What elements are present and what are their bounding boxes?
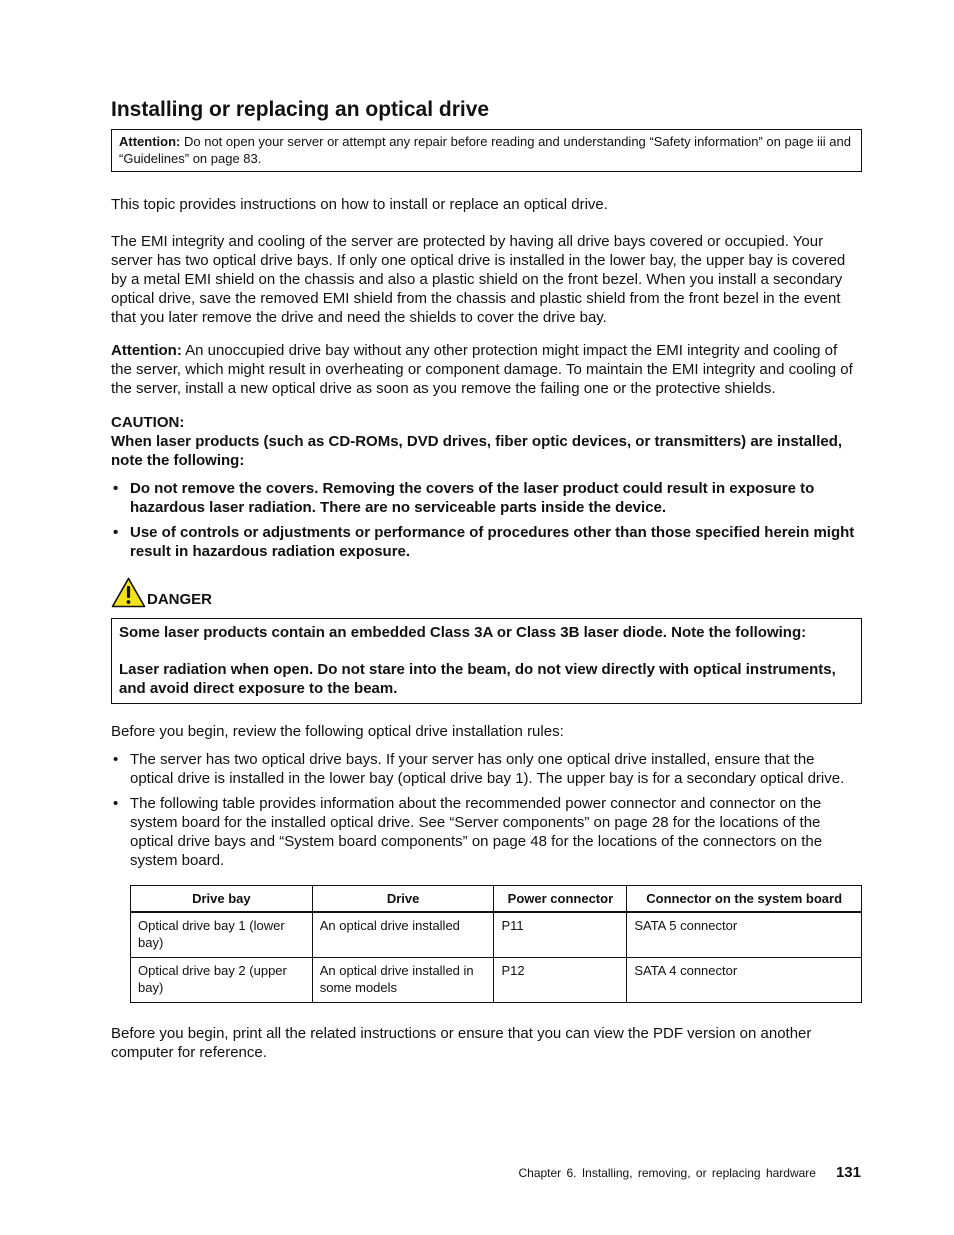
- table-row: [131, 958, 862, 1003]
- table-cell: An optical drive installed: [312, 912, 494, 958]
- connector-table: [130, 885, 862, 1003]
- table-cell: Optical drive bay 1 (lower bay): [131, 912, 313, 958]
- table-header-cell: Drive bay: [131, 886, 313, 913]
- footer-chapter: Chapter 6. Installing, removing, or replacing hardware: [518, 1166, 816, 1180]
- table-cell: SATA 4 connector: [627, 958, 862, 1003]
- danger-line-2: Laser radiation when open. Do not stare into the beam, do not view directly with optical instruments, and avoid direct exposure to the beam.: [119, 661, 836, 697]
- caution-item: • Do not remove the covers. Removing the covers of the laser product could result in exposure to hazardous laser radiation. There are no serviceable parts inside the device.: [111, 479, 862, 517]
- attention-box-text: Do not open your server or attempt any repair before reading and understanding “Safety information” on page iii and “Guidelines” on page 83.: [119, 134, 851, 166]
- caution-list: [111, 479, 862, 561]
- table-row: [131, 912, 862, 958]
- closing-paragraph: Before you begin, print all the related instructions or ensure that you can view the PDF version on another computer for reference.: [111, 1025, 812, 1061]
- emi-paragraph: The EMI integrity and cooling of the server are protected by having all drive bays covered or occupied. Your server has two optical drive bays. If only one optical drive is installed in the lower bay, the upper bay is covered by a metal EMI shield on the chassis and also a plastic shield on the front bezel. When you install a secondary optical drive, save the removed EMI shield from the chassis and plastic shield from the front bezel in the event that you later remove the drive and need the shields to cover the drive bay.: [111, 233, 846, 326]
- table-cell: P12: [494, 958, 627, 1003]
- table-cell: P11: [494, 912, 627, 958]
- danger-line-1: Some laser products contain an embedded Class 3A or Class 3B laser diode. Note the following:: [119, 624, 807, 641]
- warning-triangle-icon: [111, 577, 146, 608]
- page-number: 131: [835, 1164, 861, 1181]
- attention-box: [111, 129, 862, 172]
- attention-label: Attention:: [111, 342, 182, 359]
- rule-item: • The following table provides information about the recommended power connector and connector on the system board for the installed optical drive. See “Server components” on page 28 for the locations of the optical drive bays and “System board components” on page 48 for the locations of the connectors on the system board.: [111, 794, 862, 870]
- danger-heading: [111, 578, 862, 608]
- table-cell: SATA 5 connector: [627, 912, 862, 958]
- table-header-cell: Drive: [312, 886, 494, 913]
- rule-item: • The server has two optical drive bays. If your server has only one optical drive installed, ensure that the optical drive is installed in the lower bay (optical drive bay 1). The upper bay is for a secondary optical drive.: [111, 750, 862, 788]
- attention-box-label: Attention:: [119, 134, 181, 149]
- table-cell: An optical drive installed in some models: [312, 958, 494, 1003]
- table-header-cell: Connector on the system board: [627, 886, 862, 913]
- caution-label: CAUTION:: [111, 414, 185, 431]
- danger-label: DANGER: [147, 591, 213, 608]
- rules-list: [111, 750, 862, 870]
- intro-paragraph: This topic provides instructions on how to install or replace an optical drive.: [111, 196, 608, 213]
- document-page: [111, 96, 862, 1062]
- caution-text: When laser products (such as CD-ROMs, DVD drives, fiber optic devices, or transmitters) are installed, note the following:: [111, 433, 843, 469]
- caution-item: • Use of controls or adjustments or performance of procedures other than those specified herein might result in hazardous radiation exposure.: [111, 523, 862, 561]
- page-footer: [518, 1164, 861, 1182]
- rules-intro: Before you begin, review the following optical drive installation rules:: [111, 723, 564, 740]
- table-cell: Optical drive bay 2 (upper bay): [131, 958, 313, 1003]
- table-header-cell: Power connector: [494, 886, 627, 913]
- attention-paragraph: [111, 341, 862, 398]
- page-title: Installing or replacing an optical drive: [111, 98, 490, 121]
- attention-text: An unoccupied drive bay without any other protection might impact the EMI integrity and cooling of the server, which might result in overheating or component damage. To maintain the EMI integrity and cooling of the server, install a new optical drive as soon as you remove the failing one or the protective shields.: [111, 342, 853, 397]
- table-header-row: [131, 886, 862, 913]
- danger-box: [111, 618, 862, 704]
